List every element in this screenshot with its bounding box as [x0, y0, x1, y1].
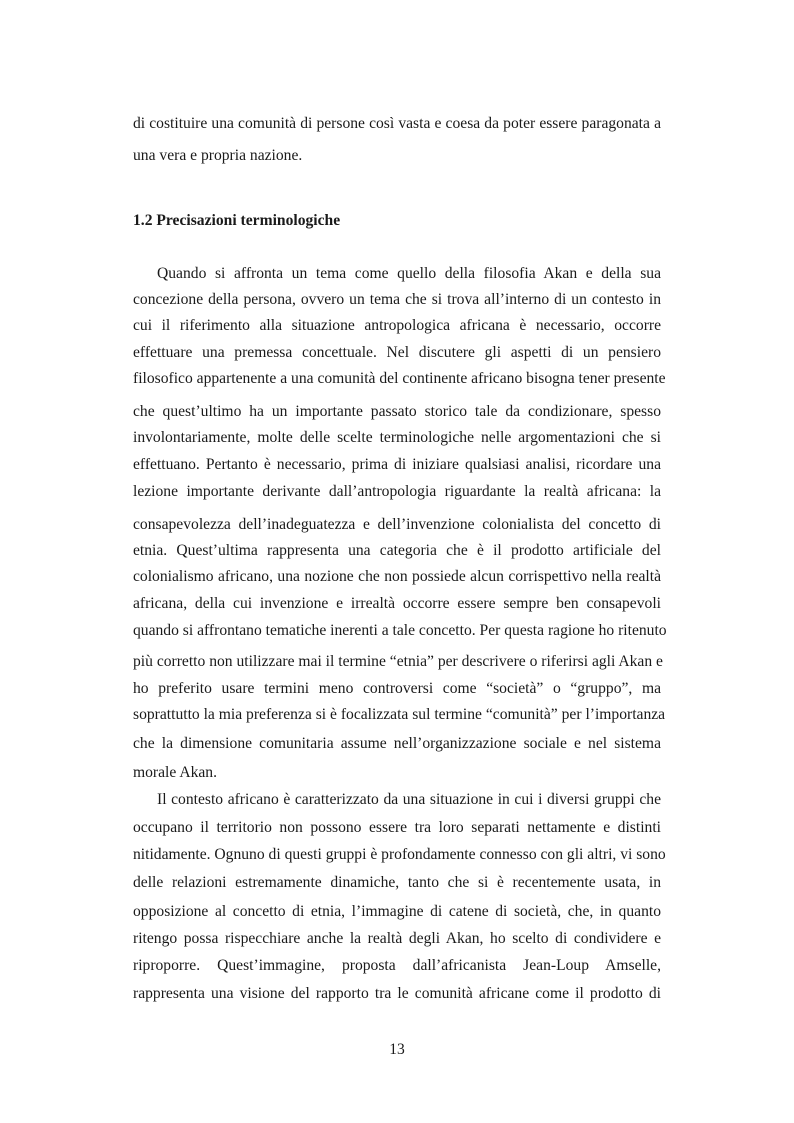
paragraph-line: che la dimensione comunitaria assume nell’organizzazione sociale e nel sistema — [133, 735, 661, 752]
paragraph-line: nitidamente. Ognuno di questi gruppi è profondamente connesso con gli altri, vi sono — [133, 846, 666, 863]
section-heading: 1.2 Precisazioni terminologiche — [133, 212, 341, 229]
paragraph-line: effettuano. Pertanto è necessario, prima di iniziare qualsiasi analisi, ricordare una — [133, 456, 661, 473]
paragraph-line: Il contesto africano è caratterizzato da una situazione in cui i diversi gruppi che — [157, 791, 661, 808]
intro-line: di costituire una comunità di persone così vasta e coesa da poter essere paragonata a — [133, 115, 661, 132]
page-number: 13 — [389, 1041, 405, 1058]
paragraph-line: riproporre. Quest’immagine, proposta dall’africanista Jean-Loup Amselle, — [133, 957, 661, 974]
paragraph-line: delle relazioni estremamente dinamiche, tanto che si è recentemente usata, in — [133, 874, 661, 891]
paragraph-line: Quando si affronta un tema come quello della filosofia Akan e della sua — [157, 265, 661, 282]
paragraph-line: opposizione al concetto di etnia, l’immagine di catene di società, che, in quanto — [133, 903, 661, 920]
paragraph-line: lezione importante derivante dall’antropologia riguardante la realtà africana: la — [133, 483, 661, 500]
paragraph-line: colonialismo africano, una nozione che non possiede alcun corrispettivo nella realtà — [133, 568, 661, 585]
paragraph-line: quando si affrontano tematiche inerenti a tale concetto. Per questa ragione ho ritenuto — [133, 622, 667, 639]
paragraph-line: soprattutto la mia preferenza si è focalizzata sul termine “comunità” per l’importanza — [133, 706, 666, 723]
paragraph-line: cui il riferimento alla situazione antropologica africana è necessario, occorre — [133, 317, 661, 334]
paragraph-line: morale Akan. — [133, 764, 218, 781]
paragraph-line: etnia. Quest’ultima rappresenta una categoria che è il prodotto artificiale del — [133, 542, 661, 559]
paragraph-line: rappresenta una visione del rapporto tra le comunità africane come il prodotto di — [133, 985, 661, 1002]
paragraph-line: che quest’ultimo ha un importante passato storico tale da condizionare, spesso — [133, 403, 661, 420]
paragraph-line: africana, della cui invenzione e irrealtà occorre essere sempre ben consapevoli — [133, 595, 661, 612]
paragraph-line: occupano il territorio non possono essere tra loro separati nettamente e distinti — [133, 819, 661, 836]
paragraph-line: più corretto non utilizzare mai il termine “etnia” per descrivere o riferirsi agli Akan e — [133, 653, 663, 670]
paragraph-line: consapevolezza dell’inadeguatezza e dell’invenzione colonialista del concetto di — [133, 516, 661, 533]
paragraph-line: ritengo possa rispecchiare anche la realtà degli Akan, ho scelto di condividere e — [133, 930, 661, 947]
intro-line: una vera e propria nazione. — [133, 147, 303, 164]
paragraph-line: involontariamente, molte delle scelte terminologiche nelle argomentazioni che si — [133, 429, 661, 446]
paragraph-line: ho preferito usare termini meno controversi come “società” o “gruppo”, ma — [133, 680, 661, 697]
paragraph-line: concezione della persona, ovvero un tema che si trova all’interno di un contesto in — [133, 291, 661, 308]
paragraph-line: filosofico appartenente a una comunità del continente africano bisogna tener presente — [133, 370, 666, 387]
paragraph-line: effettuare una premessa concettuale. Nel discutere gli aspetti di un pensiero — [133, 344, 661, 361]
